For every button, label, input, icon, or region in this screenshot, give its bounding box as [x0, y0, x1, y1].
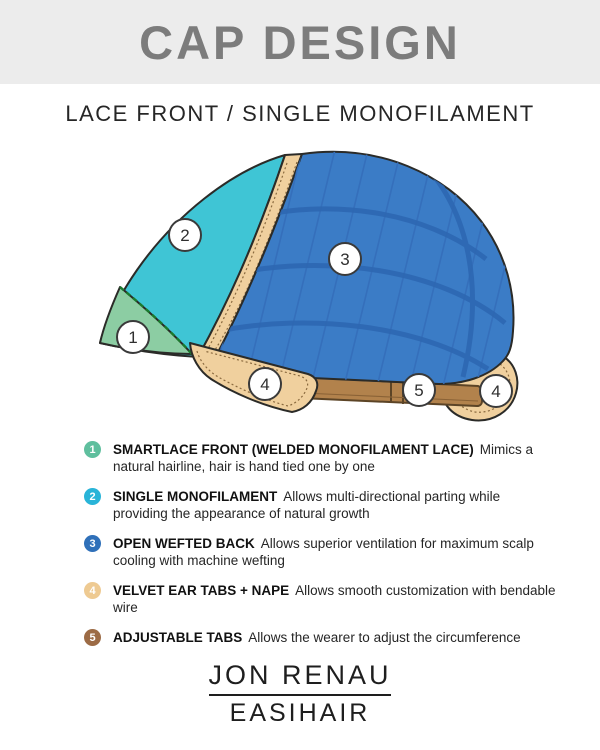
legend-item-label: SINGLE MONOFILAMENT — [113, 489, 278, 504]
legend-item-text — [113, 488, 558, 522]
legend-number-badge: 5 — [84, 629, 101, 646]
svg-text:3: 3 — [340, 249, 350, 269]
legend-item-single-monofilament — [84, 488, 564, 522]
legend-item-desc: Mimics a natural hairline, hair is hand tied one by one — [113, 442, 533, 474]
brand-name-top: JON RENAU — [208, 660, 392, 690]
legend-item-desc: Allows superior ventilation for maximum scalp cooling with machine wefting — [113, 536, 534, 568]
legend-item-label: SMARTLACE FRONT (WELDED MONOFILAMENT LACE) — [113, 442, 474, 457]
brand-divider-line — [209, 694, 391, 696]
legend-item-label: ADJUSTABLE TABS — [113, 630, 243, 645]
legend-item-text — [113, 629, 558, 646]
callout-5 — [403, 374, 435, 406]
legend-item-velvet-ear-tabs — [84, 582, 564, 616]
svg-text:2: 2 — [180, 225, 190, 245]
callout-1 — [117, 321, 149, 353]
legend — [84, 441, 564, 646]
brand-footer — [0, 660, 600, 728]
legend-item-text — [113, 441, 558, 475]
legend-item-text — [113, 582, 558, 616]
legend-item-adjustable-tabs — [84, 629, 564, 646]
brand-name-bottom: EASIHAIR — [229, 699, 371, 727]
page-subtitle: LACE FRONT / SINGLE MONOFILAMENT — [65, 101, 535, 126]
legend-item-smartlace-front — [84, 441, 564, 475]
title-bar — [0, 0, 600, 84]
legend-number-badge: 2 — [84, 488, 101, 505]
cap-diagram-container — [0, 127, 600, 439]
legend-number-badge: 4 — [84, 582, 101, 599]
callout-4-right — [480, 375, 512, 407]
callout-4-left — [249, 368, 281, 400]
legend-number-badge: 1 — [84, 441, 101, 458]
legend-item-desc: Allows the wearer to adjust the circumference — [248, 630, 521, 645]
svg-text:4: 4 — [491, 381, 501, 401]
cap-diagram — [0, 127, 600, 439]
legend-item-desc: Allows smooth customization with bendable wire — [113, 583, 556, 615]
page-title: CAP DESIGN — [139, 15, 461, 69]
legend-item-label: VELVET EAR TABS + NAPE — [113, 583, 290, 598]
legend-number-badge: 3 — [84, 535, 101, 552]
svg-text:4: 4 — [260, 374, 270, 394]
callout-3 — [329, 243, 361, 275]
legend-item-open-wefted-back — [84, 535, 564, 569]
svg-text:1: 1 — [128, 327, 138, 347]
callout-2 — [169, 219, 201, 251]
legend-item-label: OPEN WEFTED BACK — [113, 536, 255, 551]
svg-text:5: 5 — [414, 380, 424, 400]
legend-item-text — [113, 535, 558, 569]
legend-item-desc: Allows multi-directional parting while providing the appearance of natural growth — [113, 489, 501, 521]
